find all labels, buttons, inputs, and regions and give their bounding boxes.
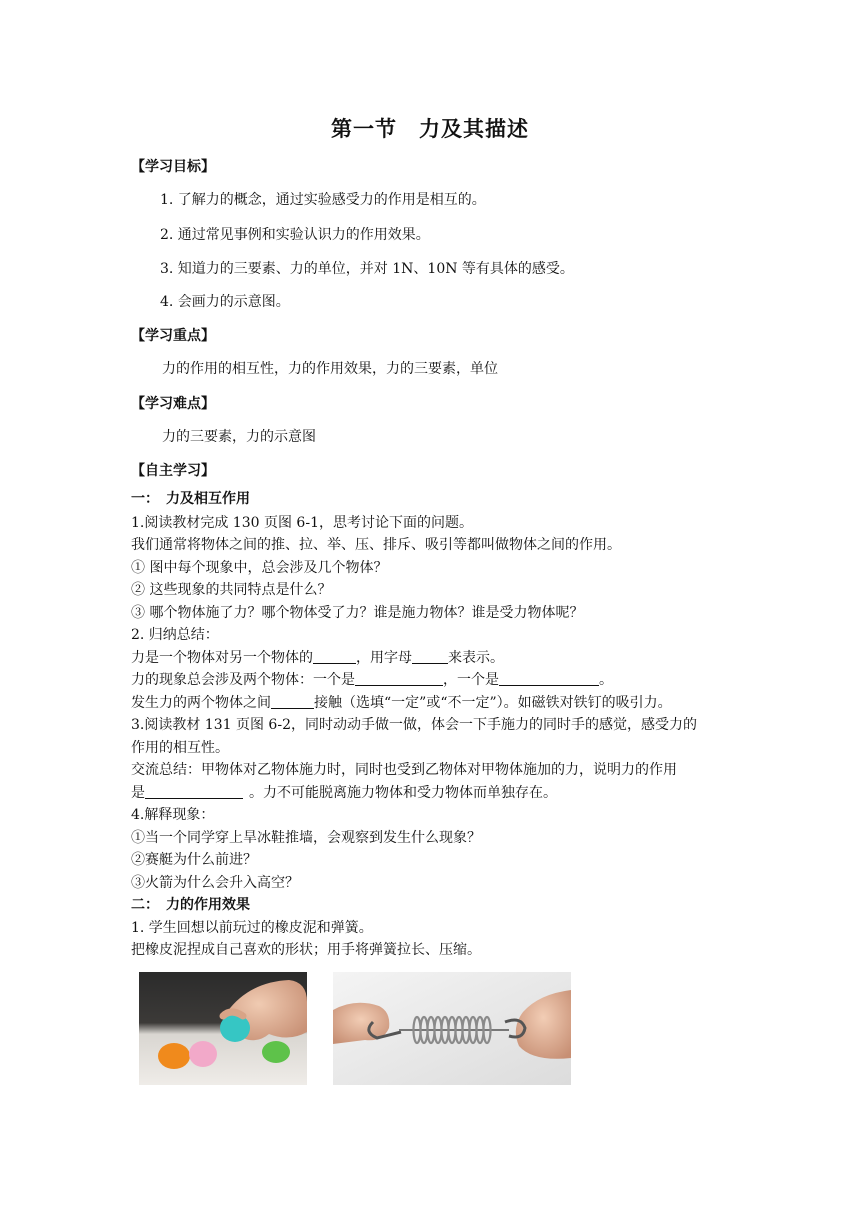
summary-heading: 2. 归纳总结：	[131, 627, 219, 643]
question-2: ② 这些现象的共同特点是什么？	[131, 582, 332, 598]
read-task-line-2: 作用的相互性。	[131, 740, 229, 756]
part2-line-2: 把橡皮泥捏成自己喜欢的形状；用手将弹簧拉长、压缩。	[131, 942, 481, 958]
summary-1-text-a: 力是一个物体对另一个物体的	[131, 650, 313, 666]
explain-item-1: ①当一个同学穿上旱冰鞋推墙，会观察到发生什么现象？	[131, 830, 481, 846]
plasticine-photo	[139, 972, 307, 1085]
read-task-line-1: 3.阅读教材 131 页图 6-2，同时动动手做一做，体会一下手施力的同时手的感觉，感受力的	[131, 717, 697, 733]
difficulties-heading: 【学习难点】	[131, 396, 215, 412]
part2-heading: 二： 力的作用效果	[131, 897, 250, 913]
question-1: ① 图中每个现象中，总会涉及几个物体？	[131, 560, 388, 576]
blank-field-object-1[interactable]	[355, 671, 443, 686]
summary-2-text-c: 。	[599, 672, 613, 688]
goal-item-2: 2. 通过常见事例和实验认识力的作用效果。	[160, 227, 430, 243]
exchange-text-a: 是	[131, 785, 145, 801]
part1-line-2: 我们通常将物体之间的推、拉、举、压、排斥、吸引等都叫做物体之间的作用。	[131, 537, 621, 553]
part1-line-1: 1.阅读教材完成 130 页图 6-1，思考讨论下面的问题。	[131, 515, 473, 531]
summary-line-3	[131, 694, 672, 712]
question-3: ③ 哪个物体施了力？哪个物体受了力？谁是施力物体？谁是受力物体呢？	[131, 605, 584, 621]
summary-2-text-a: 力的现象总会涉及两个物体：一个是	[131, 672, 355, 688]
goals-heading: 【学习目标】	[131, 159, 215, 175]
goal-item-1: 1. 了解力的概念，通过实验感受力的作用是相互的。	[160, 192, 486, 208]
exchange-line-2	[131, 784, 557, 802]
summary-2-text-b: ，一个是	[443, 672, 499, 688]
page-title: 第一节 力及其描述	[331, 117, 529, 141]
blank-field-contact[interactable]	[271, 694, 314, 709]
difficulties-text: 力的三要素，力的示意图	[162, 429, 316, 445]
summary-1-text-b: ，用字母	[356, 650, 412, 666]
summary-3-text-a: 发生力的两个物体之间	[131, 695, 271, 711]
explain-item-2: ②赛艇为什么前进？	[131, 852, 257, 868]
summary-line-2	[131, 671, 613, 689]
blank-field-force-symbol[interactable]	[412, 649, 448, 664]
key-points-heading: 【学习重点】	[131, 328, 215, 344]
key-points-text: 力的作用的相互性，力的作用效果，力的三要素，单位	[162, 361, 498, 377]
blank-field-object-2[interactable]	[499, 671, 599, 686]
summary-1-text-c: 来表示。	[448, 650, 504, 666]
blank-field-force-definition[interactable]	[313, 649, 356, 664]
goal-item-3: 3. 知道力的三要素、力的单位，并对 1N、10N 等有具体的感受。	[160, 261, 574, 277]
self-study-heading: 【自主学习】	[131, 463, 215, 479]
part1-heading: 一： 力及相互作用	[131, 491, 250, 507]
explain-heading: 4.解释现象：	[131, 807, 215, 823]
explain-item-3: ③火箭为什么会升入高空？	[131, 875, 299, 891]
goal-item-4: 4. 会画力的示意图。	[160, 294, 290, 310]
spring-photo	[333, 972, 571, 1085]
exchange-line-1: 交流总结：甲物体对乙物体施力时，同时也受到乙物体对甲物体施加的力，说明力的作用	[131, 762, 677, 778]
part2-line-1: 1. 学生回想以前玩过的橡皮泥和弹簧。	[131, 920, 373, 936]
exchange-text-b: 。力不可能脱离施力物体和受力物体而单独存在。	[249, 785, 557, 801]
summary-3-text-b: 接触（选填“一定”或“不一定”）。如磁铁对铁钉的吸引力。	[314, 695, 672, 711]
blank-field-mutual[interactable]	[145, 784, 243, 799]
summary-line-1	[131, 649, 504, 667]
